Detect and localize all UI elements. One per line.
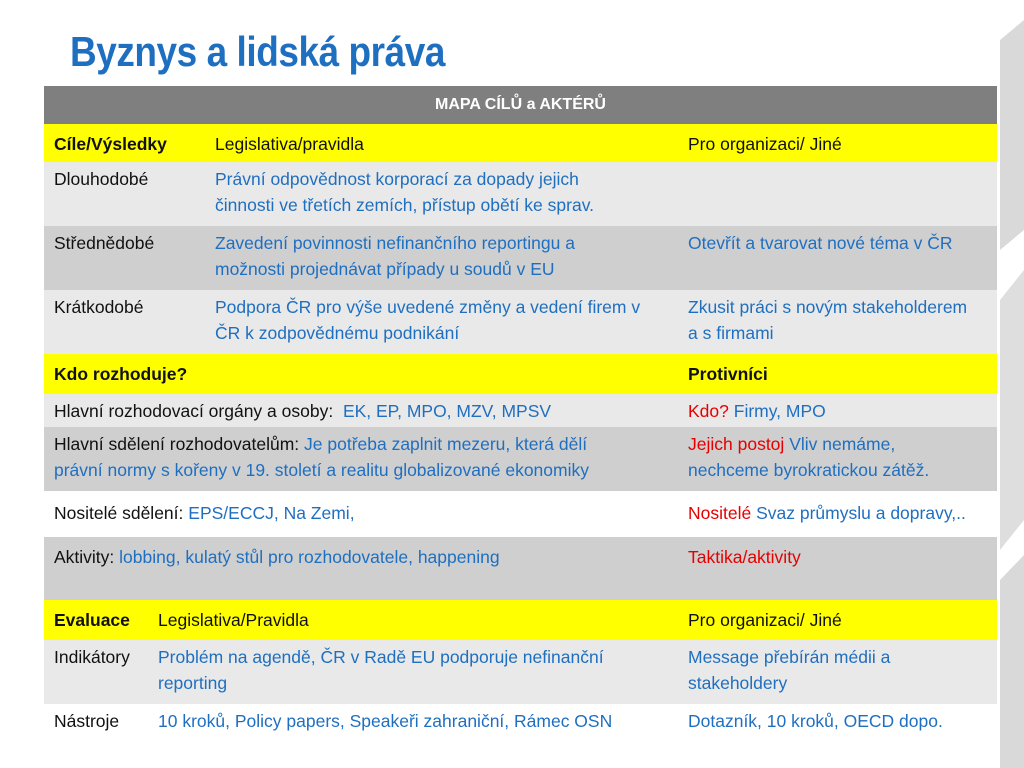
goal-organization <box>678 162 997 226</box>
opponents-stance-value: nechceme byrokratickou zátěž. <box>688 460 930 480</box>
decision-header-row <box>44 354 997 394</box>
goals-header-col2: Legislativa/pravidla <box>215 134 364 154</box>
goal-term: Dlouhodobé <box>54 169 149 189</box>
goals-actors-table <box>44 86 997 741</box>
evaluation-legislation <box>148 704 678 741</box>
evaluation-organization <box>678 704 997 741</box>
decision-activities <box>44 537 678 600</box>
goal-legislation-line: ČR k zodpovědnému podnikání <box>215 323 460 343</box>
evaluation-header-col3: Pro organizaci/ Jiné <box>688 610 842 630</box>
decision-message-label: Hlavní sdělení rozhodovatelům: <box>54 434 300 454</box>
goal-row-mid-term <box>44 226 997 290</box>
opponents-who-value: Firmy, MPO <box>733 401 826 421</box>
evaluation-header-row <box>44 600 997 640</box>
goal-row-long-term <box>44 162 997 226</box>
table-header <box>44 86 997 124</box>
goal-organization-line: a s firmami <box>688 323 774 343</box>
opponents-carriers-label: Nositelé <box>688 503 752 523</box>
decision-activities-row <box>44 537 997 600</box>
evaluation-header-col1: Evaluace <box>54 610 130 630</box>
opponents-carriers <box>678 491 997 537</box>
decision-carriers-value: EPS/ECCJ, Na Zemi, <box>188 503 355 523</box>
decision-carriers-row <box>44 491 997 537</box>
evaluation-organization-line: stakeholdery <box>688 673 788 693</box>
decision-header-left: Kdo rozhoduje? <box>54 364 188 384</box>
opponents-stance-value: Vliv nemáme, <box>789 434 896 454</box>
opponents-stance-label: Jejich postoj <box>688 434 785 454</box>
evaluation-row-indicators <box>44 640 997 704</box>
decision-activities-value: lobbing, kulatý stůl pro rozhodovatele, happening <box>119 547 500 567</box>
decision-bodies-row <box>44 394 997 427</box>
opponents-stance <box>678 427 997 491</box>
evaluation-organization <box>678 640 997 704</box>
goal-legislation-line: možnosti projednávat případy u soudů v EU <box>215 259 555 279</box>
goal-legislation-line: činnosti ve třetích zemích, přístup obětí ke sprav. <box>215 195 595 215</box>
decision-message <box>44 427 678 491</box>
goal-organization <box>678 226 997 290</box>
table-header-label: MAPA CÍLŮ a AKTÉRŮ <box>435 96 606 113</box>
goal-legislation-line: Zavedení povinnosti nefinančního reportingu a <box>215 233 575 253</box>
goal-legislation <box>205 290 678 354</box>
goal-legislation-line: Podpora ČR pro výše uvedené změny a vedení firem v <box>215 297 641 317</box>
goal-legislation <box>205 162 678 226</box>
evaluation-label: Nástroje <box>54 711 120 731</box>
opponents-carriers-value: Svaz průmyslu a dopravy,.. <box>756 503 966 523</box>
opponents-tactics: Taktika/aktivity <box>688 547 801 567</box>
evaluation-legislation-line: Problém na agendě, ČR v Radě EU podporuje nefinanční <box>158 647 604 667</box>
evaluation-organization-line: Dotazník, 10 kroků, OECD dopo. <box>688 711 943 731</box>
goal-legislation-line: Právní odpovědnost korporací za dopady jejich <box>215 169 579 189</box>
decision-message-value: právní normy s kořeny v 19. století a realitu globalizované ekonomiky <box>54 460 589 480</box>
goals-header-col3: Pro organizaci/ Jiné <box>688 134 842 154</box>
opponents-who <box>678 394 997 427</box>
decision-bodies <box>44 394 678 427</box>
page-title: Byznys a lidská práva <box>70 28 445 75</box>
decision-header-right: Protivníci <box>688 364 768 384</box>
goal-legislation <box>205 226 678 290</box>
goals-header-col1: Cíle/Výsledky <box>54 134 167 154</box>
evaluation-label: Indikátory <box>54 647 130 667</box>
decision-activities-label: Aktivity: <box>54 547 115 567</box>
evaluation-legislation-line: 10 kroků, Policy papers, Speakeři zahraniční, Rámec OSN <box>158 711 613 731</box>
evaluation-legislation <box>148 640 678 704</box>
decision-carriers <box>44 491 678 537</box>
decision-bodies-value: EK, EP, MPO, MZV, MPSV <box>342 401 552 421</box>
evaluation-header-col2: Legislativa/Pravidla <box>158 610 309 630</box>
decision-message-value: Je potřeba zaplnit mezeru, která dělí <box>304 434 588 454</box>
goal-organization <box>678 290 997 354</box>
decision-message-row <box>44 427 997 491</box>
decision-carriers-label: Nositelé sdělení: <box>54 503 184 523</box>
evaluation-legislation-line: reporting <box>158 673 228 693</box>
evaluation-row-tools <box>44 704 997 741</box>
decision-bodies-label: Hlavní rozhodovací orgány a osoby: <box>54 401 334 421</box>
goal-organization-line: Zkusit práci s novým stakeholderem <box>688 297 968 317</box>
opponents-who-label: Kdo? <box>688 401 729 421</box>
goal-term: Krátkodobé <box>54 297 144 317</box>
goal-organization-line: Otevřít a tvarovat nové téma v ČR <box>688 233 953 253</box>
goals-header-row <box>44 124 997 162</box>
goal-term: Střednědobé <box>54 233 155 253</box>
goal-row-short-term <box>44 290 997 354</box>
evaluation-organization-line: Message přebírán médii a <box>688 647 891 667</box>
